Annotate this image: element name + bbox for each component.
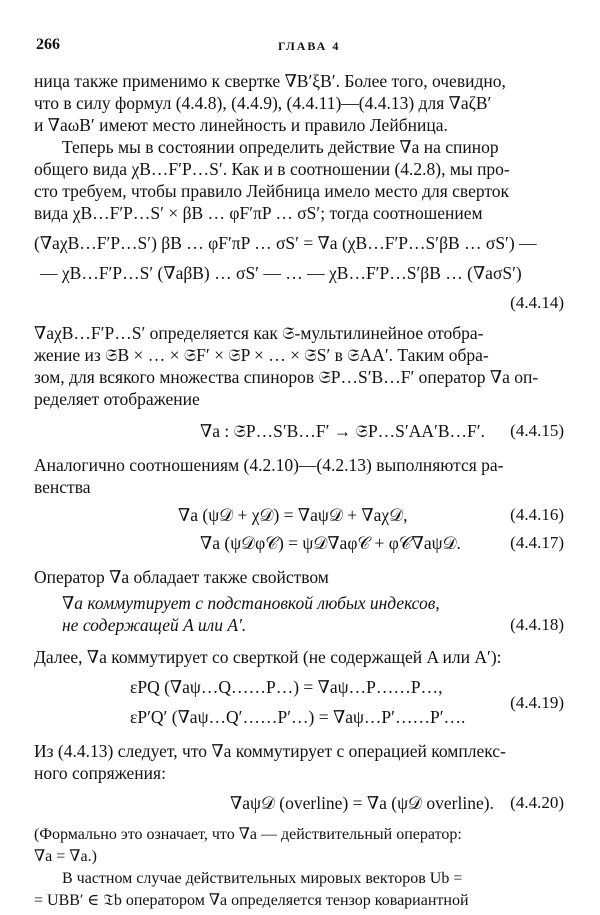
- chapter-title: ГЛАВА 4: [278, 39, 341, 53]
- equation-number: (4.4.19): [510, 693, 564, 712]
- text-line: не содержащей A или A′.: [62, 615, 247, 635]
- text-line: Аналогично соотношениям (4.2.10)—(4.2.13) выполняются ра-: [34, 455, 504, 475]
- text-line: (Формально это означает, что ∇a — действительный оператор:: [34, 826, 462, 843]
- text-line: ного сопряжения:: [34, 763, 166, 783]
- equation-line: — χB…F′P…S′ (∇aβB) … σS′ — … — χB…F′P…S′βB … (∇aσS′): [40, 263, 522, 283]
- equation-number: (4.4.17): [510, 533, 564, 552]
- text-line: зом, для всякого множества спиноров 𝔖P…S′B…F′ оператор ∇a оп-: [34, 367, 539, 387]
- equation-line: (∇aχB…F′P…S′) βB … φF′πP … σS′ = ∇a (χB…F′P…S′βB … σS′) —: [34, 233, 537, 253]
- equation-line: ∇a : 𝔖P…S′B…F′ → 𝔖P…S′AA′B…F′.: [200, 421, 485, 441]
- text-line: общего вида χB…F′P…S′. Как и в соотношении (4.2.8), мы про-: [34, 159, 510, 179]
- text-line: ределяет отображение: [34, 389, 200, 409]
- equation-line: ∇a (ψ𝒟 + χ𝒟) = ∇aψ𝒟 + ∇aχ𝒟,: [178, 505, 408, 525]
- page-number: 266: [36, 36, 60, 53]
- text-line: Теперь мы в состоянии определить действие ∇a на спинор: [62, 137, 499, 157]
- text-line: Далее, ∇a коммутирует со сверткой (не содержащей A или A′):: [34, 647, 502, 667]
- text-line: Оператор ∇a обладает также свойством: [34, 567, 329, 587]
- text-line: ∇aχB…F′P…S′ определяется как 𝔖-мультилинейное отобра-: [34, 323, 484, 343]
- equation-number: (4.4.16): [510, 505, 564, 524]
- equation-line: ∇a (ψ𝒟φ𝒞) = ψ𝒟∇aφ𝒞 + φ𝒞∇aψ𝒟.: [200, 533, 461, 553]
- text-line: Из (4.4.13) следует, что ∇a коммутирует с операцией комплекс-: [34, 741, 506, 761]
- text-line: ∇a = ∇a.): [34, 848, 97, 865]
- text-line: ∇a коммутирует с подстановкой любых индексов,: [62, 593, 440, 613]
- equation-line: εP′Q′ (∇aψ…Q′……P′…) = ∇aψ…P′……P′….: [130, 707, 466, 727]
- text-line: ница также применимо к свертке ∇B′ξB′. Более того, очевидно,: [34, 71, 506, 91]
- text-line: и ∇aωB′ имеют место линейность и правило Лейбница.: [34, 115, 448, 135]
- equation-number: (4.4.18): [510, 615, 564, 634]
- equation-number: (4.4.14): [510, 293, 564, 312]
- equation-number: (4.4.20): [510, 793, 564, 812]
- text-line: = UBB′ ∈ 𝔗b оператором ∇a определяется тензор ковариантной: [34, 892, 469, 909]
- equation-line: ∇aψ𝒟 (overline) = ∇a (ψ𝒟 overline).: [230, 793, 494, 813]
- equation-number: (4.4.15): [510, 421, 564, 440]
- equation-line: εPQ (∇aψ…Q……P…) = ∇aψ…P……P…,: [130, 677, 443, 697]
- text-line: венства: [34, 477, 91, 497]
- text-line: сто требуем, чтобы правило Лейбница имело место для сверток: [34, 181, 510, 201]
- text-line: что в силу формул (4.4.8), (4.4.9), (4.4.11)—(4.4.13) для ∇aζB′: [34, 93, 492, 113]
- text-line: В частном случае действительных мировых векторов Ub =: [62, 870, 463, 887]
- text-line: жение из 𝔖B × … × 𝔖F′ × 𝔖P × … × 𝔖S′ в 𝔖AA′. Таким обра-: [34, 345, 489, 365]
- text-line: вида χB…F′P…S′ × βB … φF′πP … σS′; тогда соотношением: [34, 203, 483, 223]
